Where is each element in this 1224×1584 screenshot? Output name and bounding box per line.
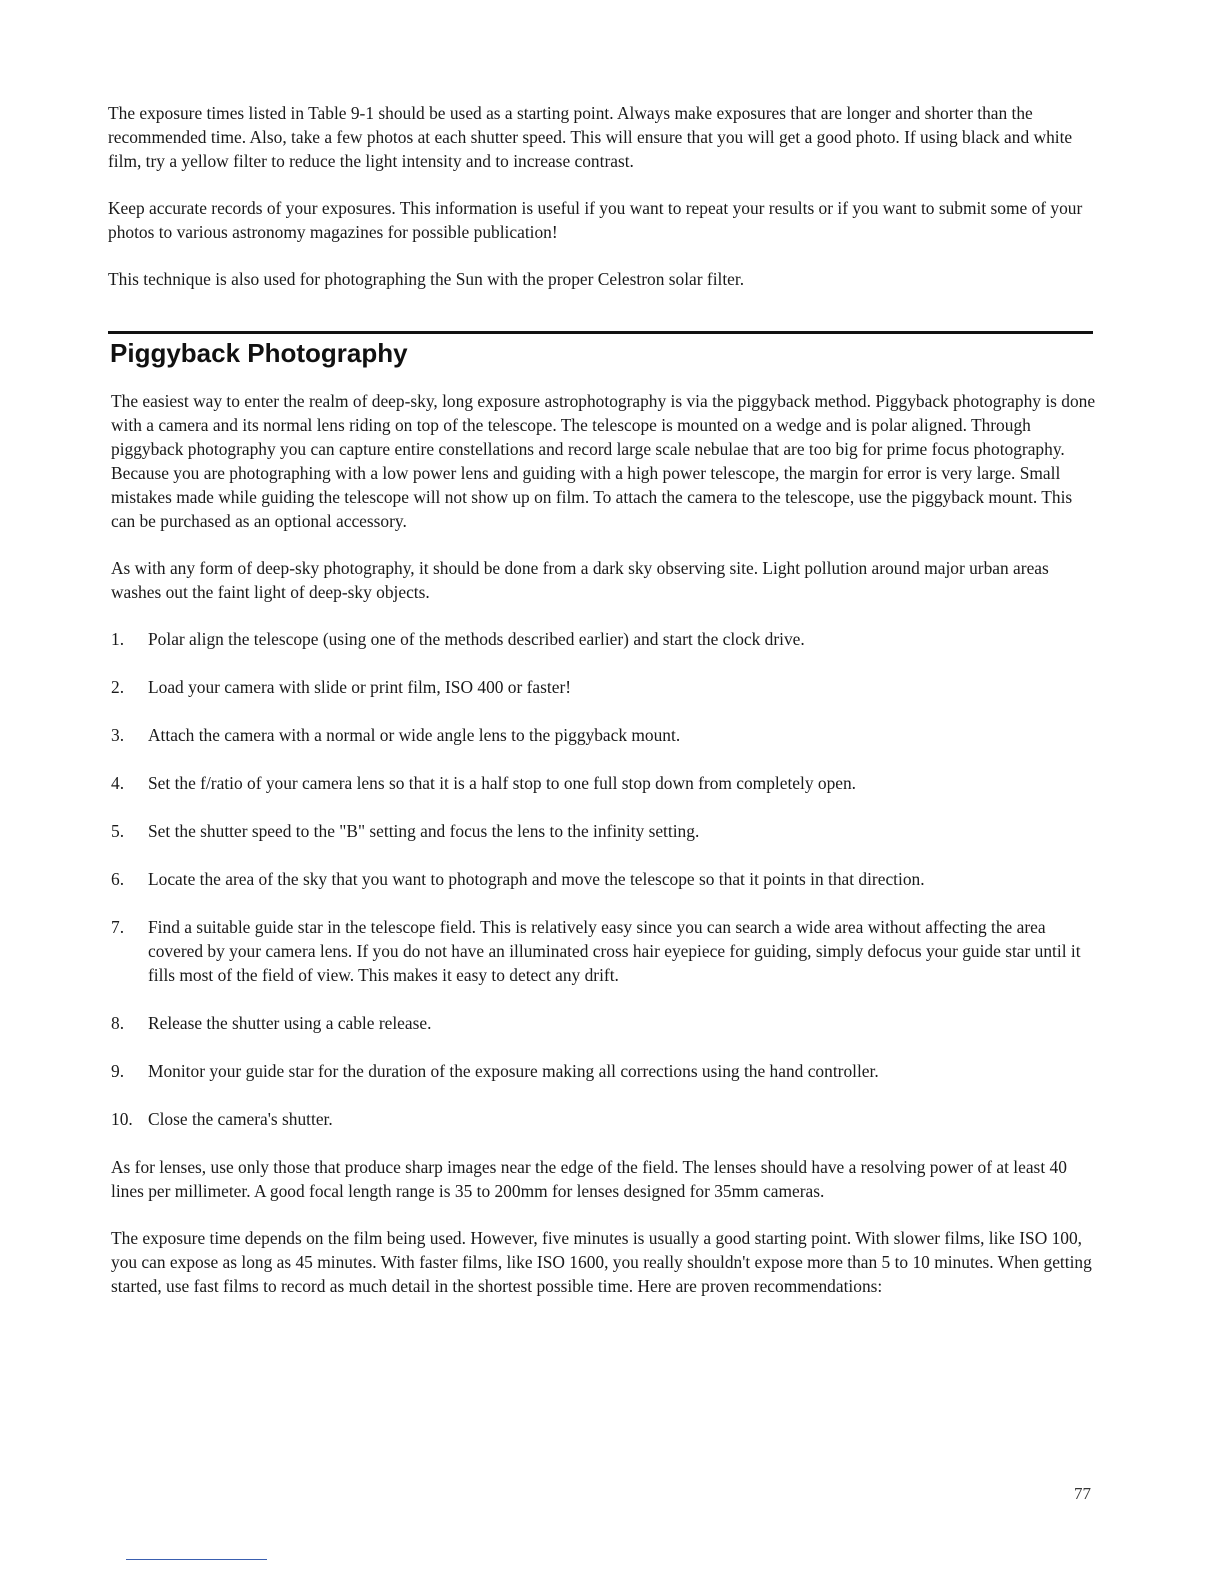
step-number: 7.	[111, 917, 125, 937]
step-item	[111, 723, 1096, 747]
step-number: 9.	[111, 1061, 125, 1081]
intro-paragraph-exposure-times: The exposure times listed in Table 9-1 should be used as a starting point. Always make exposures that are longer and shorter than the recommended time. Also, take a few photos at each shutter speed. This will ensure that you will get a good photo. If using black and white film, try a yellow filter to reduce the light intensity and to increase contrast.	[108, 103, 1073, 171]
piggyback-section	[111, 389, 1096, 1321]
intro-paragraph-sun: This technique is also used for photographing the Sun with the proper Celestron solar filter.	[108, 269, 745, 289]
paragraph-piggyback-method: The easiest way to enter the realm of deep-sky, long exposure astrophotography is via the piggyback method. Piggyback photography is done with a camera and its normal lens riding on top of the telescope. The telescope is mounted on a wedge and is polar aligned. Through piggyback photography you can capture entire constellations and record large scale nebulae that are too big for prime focus photography. Because you are photographing with a low power lens and guiding with a high power telescope, the margin for error is very large. Small mistakes made while guiding the telescope will not show up on film. To attach the camera to the telescope, use the piggyback mount. This can be purchased as an optional accessory.	[111, 391, 1096, 531]
step-item	[111, 1011, 1096, 1035]
step-number: 6.	[111, 869, 125, 889]
step-item	[111, 771, 1096, 795]
section-divider	[108, 331, 1093, 334]
step-text: Monitor your guide star for the duration of the exposure making all corrections using the hand controller.	[148, 1061, 879, 1081]
footer-rule	[126, 1559, 267, 1560]
page-number: 77	[1074, 1484, 1091, 1503]
step-number: 4.	[111, 773, 125, 793]
step-number: 5.	[111, 821, 125, 841]
intro-paragraph-records: Keep accurate records of your exposures. This information is useful if you want to repeat your results or if you want to submit some of your photos to various astronomy magazines for possible publication!	[108, 198, 1083, 242]
step-number: 3.	[111, 725, 125, 745]
step-number: 10.	[111, 1109, 133, 1129]
step-text: Set the shutter speed to the "B" setting and focus the lens to the infinity setting.	[148, 821, 700, 841]
step-text: Close the camera's shutter.	[148, 1109, 333, 1129]
step-number: 8.	[111, 1013, 125, 1033]
step-item	[111, 867, 1096, 891]
paragraph-dark-sky: As with any form of deep-sky photography, it should be done from a dark sky observing site. Light pollution around major urban areas washes out the faint light of deep-sky objects.	[111, 558, 1049, 602]
steps-list	[111, 627, 1096, 1131]
step-item	[111, 819, 1096, 843]
step-text: Locate the area of the sky that you want to photograph and move the telescope so that it points in that direction.	[148, 869, 925, 889]
step-text: Load your camera with slide or print film, ISO 400 or faster!	[148, 677, 572, 697]
step-text: Attach the camera with a normal or wide angle lens to the piggyback mount.	[148, 725, 681, 745]
step-text: Find a suitable guide star in the telescope field. This is relatively easy since you can search a wide area without affecting the area covered by your camera lens. If you do not have an illuminated cross hair eyepiece for guiding, simply defocus your guide star until it fills most of the field of view. This makes it easy to detect any drift.	[148, 917, 1081, 985]
intro-section	[108, 101, 1098, 314]
step-number: 1.	[111, 629, 125, 649]
section-heading: Piggyback Photography	[110, 338, 408, 368]
paragraph-exposure-time: The exposure time depends on the film being used. However, five minutes is usually a good starting point. With slower films, like ISO 100, you can expose as long as 45 minutes. With faster films, like ISO 1600, you really shouldn't expose more than 5 to 10 minutes. When getting started, use fast films to record as much detail in the shortest possible time. Here are proven recommendations:	[111, 1228, 1092, 1296]
step-text: Polar align the telescope (using one of the methods described earlier) and start the clock drive.	[148, 629, 805, 649]
step-item	[111, 627, 1096, 651]
paragraph-lenses: As for lenses, use only those that produce sharp images near the edge of the field. The lenses should have a resolving power of at least 40 lines per millimeter. A good focal length range is 35 to 200mm for lenses designed for 35mm cameras.	[111, 1157, 1067, 1201]
step-item	[111, 1107, 1096, 1131]
step-item	[111, 915, 1096, 987]
step-text: Release the shutter using a cable release.	[148, 1013, 432, 1033]
step-text: Set the f/ratio of your camera lens so that it is a half stop to one full stop down from completely open.	[148, 773, 857, 793]
step-item	[111, 675, 1096, 699]
step-number: 2.	[111, 677, 125, 697]
step-item	[111, 1059, 1096, 1083]
